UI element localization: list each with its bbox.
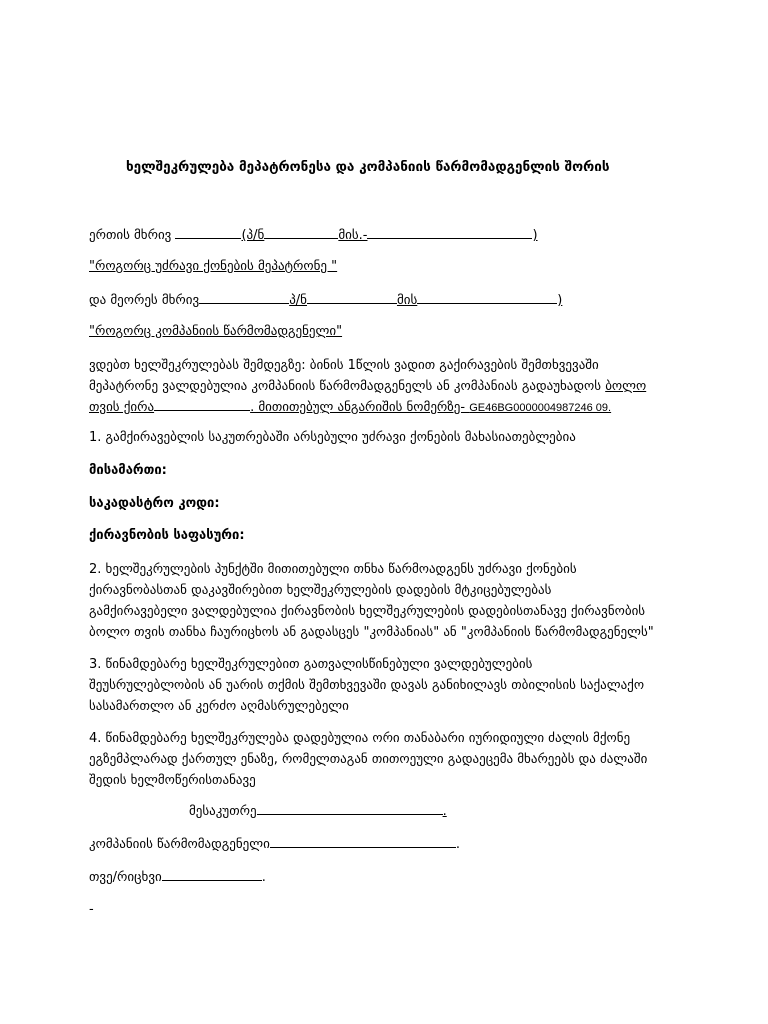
intro-line-3 xyxy=(89,397,689,419)
company-rep-signature-label: კომპანიის წარმომადგენელი xyxy=(89,837,270,852)
party1-role: "როგორც უძრავი ქონების მეპატრონე " xyxy=(89,259,338,274)
section-2-line-4: ბოლო თვის თანხა ჩაურიცხოს ან გადასცეს "კომპანიას" ან "კომპანიის წარმომადგენელს" xyxy=(89,625,654,640)
section-3 xyxy=(89,654,689,717)
section-2-line-1 xyxy=(89,559,689,580)
party1-addr-label: მის.- xyxy=(338,228,368,243)
party1-close: ) xyxy=(532,228,538,243)
date-blank xyxy=(162,868,262,881)
party1-pn-label: (პ/ნ xyxy=(241,228,265,243)
field-rent-fee: ქირავნობის საფასური: xyxy=(89,528,245,543)
owner-signature-line xyxy=(189,802,447,819)
section-3-number: 3. xyxy=(89,657,102,672)
party2-role: "როგორც კომპანიის წარმომადგენელი" xyxy=(89,324,343,339)
party1-prefix: ერთის მხრივ xyxy=(89,228,172,243)
intro-line-2 xyxy=(89,376,689,397)
party1-addr-blank xyxy=(367,226,532,239)
section-2-text-1: ხელშეკრულების პუნქტში მითითებული თნხა წარმოადგენს უძრავი ქონების xyxy=(105,562,577,577)
section-2-line-3: გამქირავებელი ვალდებულია ქირავნობის ხელშეკრულების დადებისთანავე ქირავნობის xyxy=(89,604,646,619)
party2-pn-label: პ/ნ xyxy=(289,293,307,308)
owner-signature-blank xyxy=(257,802,443,815)
account-number: GE46BG0000004987246 09. xyxy=(469,402,612,414)
party2-addr-label: მის xyxy=(396,293,418,308)
section-4-number: 4. xyxy=(89,731,102,746)
party1-line xyxy=(89,226,538,243)
intro-month-rent: თვის ქირა xyxy=(89,400,155,415)
field-cadastral-code: საკადასტრო კოდი: xyxy=(89,496,220,511)
intro-line-2-text: მეპატრონე ვალდებულია კომპანიის წარმომადგენელს ან კომპანიას გადაუხადოს xyxy=(89,379,606,394)
footer-mark: - xyxy=(89,902,94,917)
party2-addr-blank xyxy=(417,291,557,304)
section-2-number: 2. xyxy=(89,562,102,577)
company-rep-signature-dot: . xyxy=(455,837,460,852)
section-2 xyxy=(89,559,689,643)
intro-last-label: ბოლო xyxy=(605,379,647,394)
section-2-line-2: ქირავნობასთან დაკავშირებით ხელშეკრულების დადების მტკიცებულებას xyxy=(89,583,552,598)
party2-prefix: და მეორეს მხრივ xyxy=(89,293,200,308)
section-4-line-2: ეგზემპლარად ქართულ ენაზე, რომელთაგან თითოეული გადაეცემა მხარეებს და ძალაში xyxy=(89,752,648,767)
intro-paragraph xyxy=(89,355,689,419)
company-rep-signature-blank xyxy=(270,835,456,848)
party2-name-blank xyxy=(199,291,289,304)
party2-line xyxy=(89,291,562,308)
company-rep-signature-line xyxy=(89,835,460,852)
owner-signature-dot: . xyxy=(442,804,447,819)
section-3-text-1: წინამდებარე ხელშეკრულებით გათვალისწინებული ვალდებულების xyxy=(105,657,533,672)
intro-line-1: ვდებთ ხელშეკრულებას შემდეგზე: ბინის 1წლის ვადით გაქირავების შემთხვევაში xyxy=(89,358,599,373)
section-3-line-3: სასამართლო ან კერძო აღმასრულებელი xyxy=(89,699,349,714)
date-dot: . xyxy=(261,870,266,885)
section-1-number: 1. xyxy=(89,430,102,445)
party2-close: ) xyxy=(557,293,563,308)
section-1-text: გამქირავებლის საკუთრებაში არსებული უძრავი ქონების მახასიათებლებია xyxy=(105,430,576,445)
owner-signature-label: მესაკუთრე xyxy=(189,804,257,819)
intro-account-label: . მითითებულ ანგარიშის ნომერზე- xyxy=(250,400,470,415)
section-4-line-1 xyxy=(89,728,689,749)
party2-pn-blank xyxy=(307,291,397,304)
section-1 xyxy=(89,430,576,445)
rent-amount-blank xyxy=(154,398,250,411)
section-4-text-1: წინამდებარე ხელშეკრულება დადებულია ორი თანაბარი იურიდიული ძალის მქონე xyxy=(105,731,631,746)
field-address: მისამართი: xyxy=(89,463,167,478)
date-label: თვე/რიცხვი xyxy=(89,870,162,885)
date-line xyxy=(89,868,266,885)
party1-pn-blank xyxy=(264,226,338,239)
document-title: ხელშეკრულება მეპატრონესა და კომპანიის წარმომადგენლის შორის xyxy=(126,159,610,175)
party1-name-blank xyxy=(175,226,241,239)
section-3-line-1 xyxy=(89,654,689,675)
section-3-line-2: შეუსრულებლობის ან უარის თქმის შემთხვევაში დავას განიხილავს თბილისის საქალაქო xyxy=(89,678,645,693)
section-4 xyxy=(89,728,689,791)
section-4-line-3: შედის ხელმოწერისთანავე xyxy=(89,773,256,788)
